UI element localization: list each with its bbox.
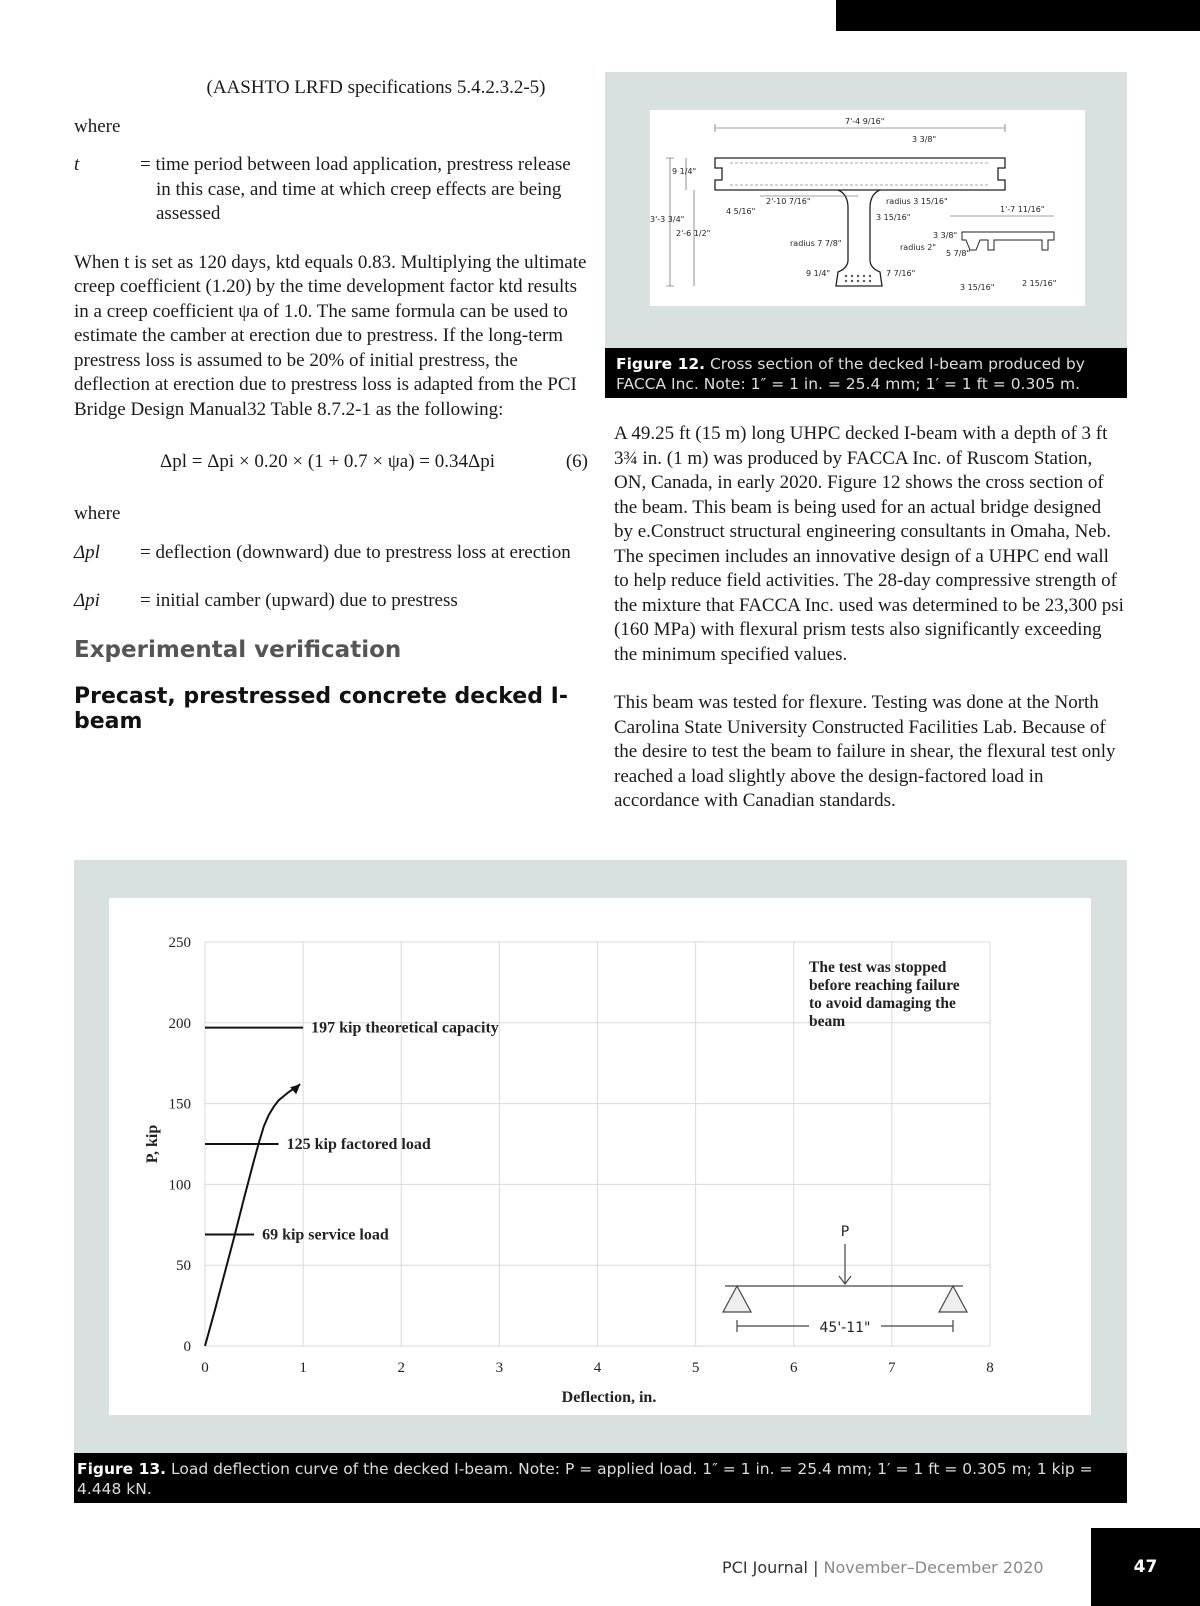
- definition-text: = time period between load application, prestress release in this case, and time at which creep effects are being assessed: [140, 154, 571, 224]
- cross-section-drawing: [650, 110, 1085, 306]
- x-tick-label: 3: [495, 1360, 504, 1376]
- load-deflection-series: [205, 1084, 300, 1346]
- dim-radius-b: radius 7 7/8": [790, 239, 842, 248]
- definition-symbol: Δpl: [74, 541, 100, 563]
- dim-web: 3 15/16": [876, 213, 911, 222]
- load-label: P: [840, 1224, 850, 1240]
- definition-delta-pl: [74, 541, 588, 566]
- dim-deck-edge: 3 3/8": [912, 135, 937, 144]
- dim-bulb-depth: 9 1/4": [806, 269, 831, 278]
- figure-12-caption: [605, 348, 1127, 398]
- reference-line-label: 125 kip factored load: [286, 1136, 431, 1153]
- footer-separator: |: [813, 1558, 819, 1577]
- dim-detail-d: 2 15/16": [1022, 279, 1057, 288]
- definition-text: = deflection (downward) due to prestress loss at erection: [140, 541, 571, 563]
- figure-13: [74, 860, 1127, 1503]
- y-axis-label: P, kip: [144, 1124, 161, 1164]
- caption-label: Figure 12.: [616, 355, 706, 373]
- top-black-bar: [836, 0, 1200, 31]
- body-paragraph: This beam was tested for flexure. Testing was done at the North Carolina State University Constructed Facilities Lab. Because of the desire to test the beam to failure in shear, the flexural test only reached a load slightly above the design-factored load in accordance with Canadian standards.: [614, 692, 1116, 811]
- dim-deck-depth: 9 1/4": [672, 167, 697, 176]
- right-column: [614, 422, 1124, 814]
- definition-symbol: t: [74, 154, 80, 175]
- dim-web-thick: 4 5/16": [726, 207, 756, 216]
- body-paragraph: A 49.25 ft (15 m) long UHPC decked I-beam with a depth of 3 ft 3¾ in. (1 m) was produced by FACCA Inc. of Ruscom Station, ON, Canada, in early 2020. Figure 12 shows the cross section of the beam. This beam is being used for an actual bridge designed by e.Construct structural engineering consultants in Omaha, Neb. The specimen includes an innovative design of a UHPC end wall to help reduce field activities. The 28-day compressive strength of the mixture that FACCA Inc. used was determined to be 23,300 psi (160 MPa) with flexural prism tests also significantly exceeding the minimum specified values.: [614, 423, 1124, 665]
- definition-delta-pi: [74, 589, 588, 614]
- x-tick-label: 7: [888, 1360, 896, 1376]
- dim-total-depth: 3'-3 3/4": [650, 215, 685, 224]
- test-stopped-annotation: The test was stopped before reaching failure to avoid damaging the beam: [809, 959, 960, 1030]
- equation-expression: Δpl = Δpi × 0.20 × (1 + 0.7 × ψa) = 0.34Δpi: [160, 451, 496, 472]
- dim-radius-a: radius 3 15/16": [886, 197, 948, 206]
- x-tick-label: 2: [397, 1360, 405, 1376]
- figure-13-caption: [74, 1453, 1127, 1503]
- definition-text: = initial camber (upward) due to prestress: [140, 590, 458, 611]
- dim-detail-b: 5 7/8": [946, 249, 971, 258]
- where-label: where: [74, 115, 121, 137]
- page-number: 47: [1091, 1528, 1200, 1606]
- dim-web-height: 2'-6 1/2": [676, 229, 711, 238]
- y-tick-label: 250: [168, 935, 191, 951]
- subsection-heading: Precast, prestressed concrete decked I-beam: [74, 684, 568, 734]
- x-tick-label: 0: [201, 1360, 209, 1376]
- journal-issue: November–December 2020: [823, 1558, 1044, 1577]
- y-tick-label: 0: [183, 1339, 191, 1355]
- journal-name: PCI Journal: [722, 1558, 808, 1577]
- x-tick-label: 5: [691, 1360, 700, 1376]
- figure-12: [605, 72, 1127, 398]
- x-tick-label: 6: [790, 1360, 798, 1376]
- definition-symbol: Δpi: [74, 590, 100, 611]
- dim-radius-c: radius 2": [900, 243, 937, 252]
- y-tick-label: 100: [168, 1177, 191, 1194]
- caption-label: Figure 13.: [77, 1460, 167, 1478]
- x-tick-label: 1: [299, 1360, 307, 1376]
- dim-detail-width: 1'-7 11/16": [1000, 205, 1045, 214]
- dim-top-width: 7'-4 9/16": [845, 117, 885, 126]
- section-heading: Experimental verification: [74, 636, 402, 663]
- caption-text: Cross section of the decked I-beam produced by FACCA Inc. Note: 1″ = 1 in. = 25.4 mm; 1′ = 1 ft = 0.305 m.: [616, 355, 1085, 393]
- loading-schematic: [723, 1244, 967, 1332]
- dim-detail-c: 3 15/16": [960, 283, 995, 292]
- y-tick-label: 200: [168, 1015, 191, 1032]
- x-tick-label: 8: [986, 1360, 994, 1376]
- reference-line-label: 197 kip theoretical capacity: [311, 1019, 499, 1037]
- x-tick-label: 4: [593, 1360, 602, 1376]
- span-label: 45'-11": [819, 1320, 871, 1336]
- left-column: [74, 76, 588, 734]
- beam-outline: [715, 158, 1005, 286]
- dim-detail-a: 3 3/8": [933, 231, 958, 240]
- reference-line-label: 69 kip service load: [262, 1226, 389, 1244]
- where-label: where: [74, 503, 121, 524]
- page-footer: [722, 1558, 1044, 1577]
- y-tick-label: 50: [176, 1258, 191, 1275]
- spec-reference: (AASHTO LRFD specifications 5.4.2.3.2-5): [206, 77, 546, 98]
- dim-half-flange: 2'-10 7/16": [766, 197, 811, 206]
- equation-6: [74, 444, 588, 484]
- x-axis-label: Deflection, in.: [561, 1389, 657, 1406]
- y-tick-label: 150: [168, 1096, 191, 1113]
- dim-bulb-width: 7 7/16": [886, 269, 916, 278]
- body-paragraph: When t is set as 120 days, ktd equals 0.83. Multiplying the ultimate creep coefficient (1.20) by the time development factor ktd results in a creep coefficient ψa of 1.0. The same formula can be used to estimate the camber at erection due to prestress. If the long-term prestress loss is assumed to be 20% of initial prestress, the deflection at erection due to prestress loss is adapted from the PCI Bridge Design Manual32 Table 8.7.2-1 as the following:: [74, 251, 587, 420]
- definition-t: [74, 153, 588, 227]
- equation-number: (6): [565, 451, 588, 472]
- load-deflection-chart: [109, 898, 1091, 1415]
- caption-text: Load deflection curve of the decked I-beam. Note: P = applied load. 1″ = 1 in. = 25.4 mm; 1′ = 1 ft = 0.305 m; 1 kip = 4.448 kN.: [77, 1460, 1093, 1498]
